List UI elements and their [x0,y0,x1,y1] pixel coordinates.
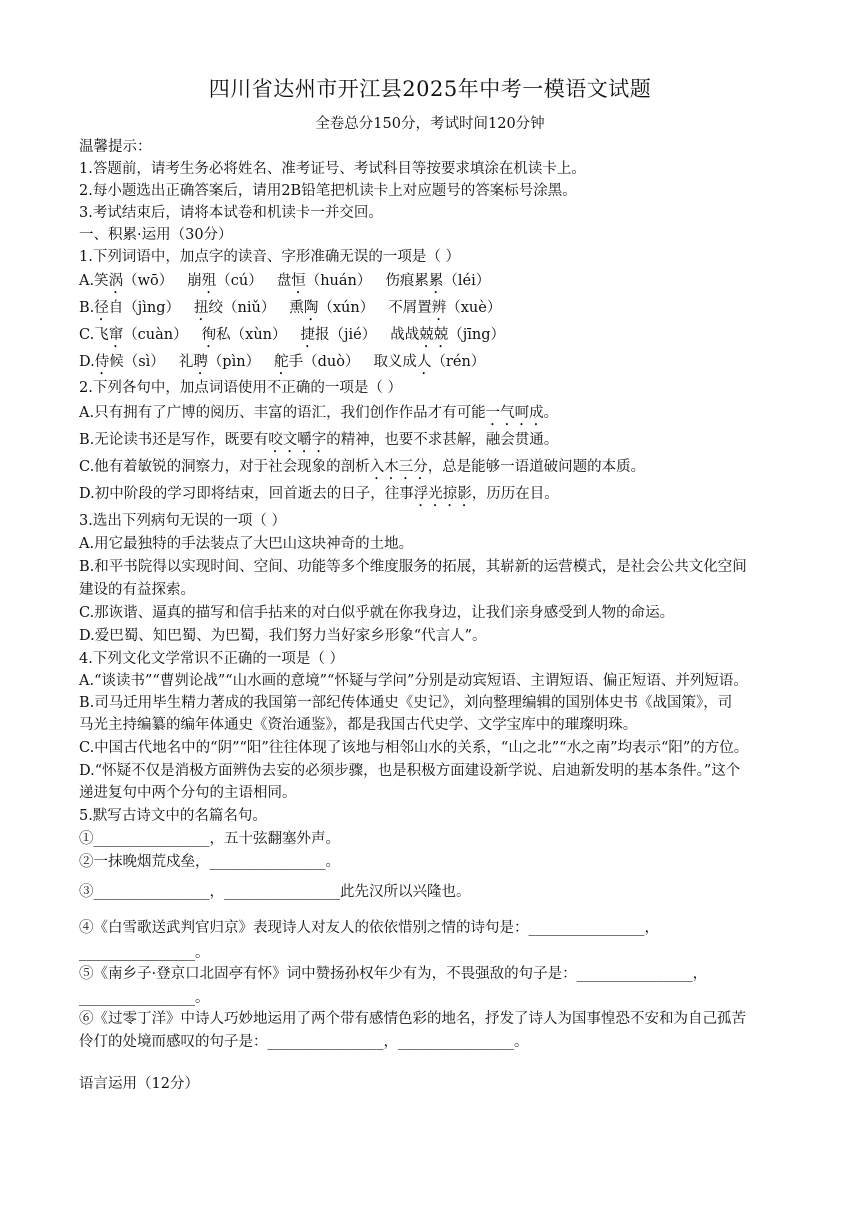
q2-stem: 2.下列各句中，加点词语使用不正确的一项是（ ） [79,380,402,396]
q2-option-c: C.他有着敏锐的洞察力，对于社会现象的剖析入木三分，总是能够一语道破问题的本质。 [79,459,646,475]
q4-option-c: C.中国古代地名中的“阴”“阳”往往体现了该地与相邻山水的关系，“山之北”“水之南”均表示“阳”的方位。 [79,740,749,756]
q5-stem: 5.默写古诗文中的名篇名句。 [79,808,267,824]
q3-stem: 3.选出下列病句无误的一项（ ） [79,513,286,529]
q5-item-4-cont: ________________。 [79,945,210,961]
q5-item-2: ②一抹晚烟荒戍垒，________________。 [79,854,340,870]
q3-option-d: D.爱巴蜀、知巴蜀、为巴蜀，我们努力当好家乡形象“代言人”。 [79,628,487,644]
q5-item-1: ①________________，五十弦翻塞外声。 [79,831,340,847]
q5-item-6: ⑥《过零丁洋》中诗人巧妙地运用了两个带有感情色彩的地名，抒发了诗人为国事惶恐不安和为自己孤苦 [79,1011,746,1027]
q5-item-6-cont: 伶仃的处境而感叹的句子是：________________，________________。 [79,1034,529,1050]
q3-option-b-cont: 建设的有益探索。 [79,582,195,598]
q1-option-d: D.侍候（sì） 礼聘（pìn） 舵手（duò） 取义成人（rén） [79,354,486,370]
q3-option-c: C.那诙谐、逼真的描写和信手拈来的对白似乎就在你我身边，让我们亲身感受到人物的命运。 [79,605,675,621]
q5-item-3: ③________________，________________此先汉所以兴隆也。 [79,884,471,900]
section-heading: 语言运用（12分） [79,1076,199,1092]
q1-option-a: A.笑涡（wō） 崩殂（cú） 盘恒（huán） 伤痕累累（léi） [79,273,491,289]
tip-item: 1.答题前，请考生务必将姓名、准考证号、考试科目等按要求填涂在机读卡上。 [79,161,586,177]
q2-option-d: D.初中阶段的学习即将结束，回首逝去的日子，往事浮光掠影，历历在目。 [79,486,559,502]
q4-option-d-cont: 递进复句中两个分句的主语相同。 [79,785,297,801]
q4-option-b: B.司马迁用毕生精力著成的我国第一部纪传体通史《史记》，刘向整理编辑的国别体史书《战国策》，司 [79,695,733,711]
page-title: 四川省达州市开江县2025年中考一模语文试题 [208,77,652,101]
q4-stem: 4.下列文化文学常识不正确的一项是（ ） [79,651,344,667]
q5-item-5-cont: ________________。 [79,990,210,1006]
q4-option-a: A.“谈读书”“曹刿论战”“山水画的意境”“怀疑与学问”分别是动宾短语、主谓短语、偏正短语、并列短语。 [79,673,748,689]
q5-item-4: ④《白雪歌送武判官归京》表现诗人对友人的依依惜别之情的诗句是：________________， [79,920,659,936]
tip-item: 2.每小题选出正确答案后，请用2B铅笔把机读卡上对应题号的答案标号涂黑。 [79,183,577,199]
q2-option-a: A.只有拥有了广博的阅历、丰富的语汇，我们创作作品才有可能一气呵成。 [79,405,559,421]
q1-option-b: B.径自（jìng） 扭绞（niǔ） 熏陶（xún） 不屑置辨（xuè） [79,300,502,316]
q2-option-b: B.无论读书还是写作，既要有咬文嚼字的精神，也要不求甚解，融会贯通。 [79,432,559,448]
page-subtitle: 全卷总分150分，考试时间120分钟 [315,116,545,132]
q5-item-5: ⑤《南乡子·登京口北固亭有怀》词中赞扬孙权年少有为，不畏强敌的句子是：________________， [79,966,708,982]
tip-item: 3.考试结束后，请将本试卷和机读卡一并交回。 [79,205,383,221]
q4-option-d: D.“怀疑不仅是消极方面辨伪去妄的必须步骤，也是积极方面建设新学说、启迪新发明的基本条件。”这个 [79,763,741,779]
q3-option-a: A.用它最独特的手法装点了大巴山这块神奇的土地。 [79,536,414,552]
tips-heading: 温馨提示： [79,139,152,155]
q4-option-b-cont: 马光主持编纂的编年体通史《资治通鉴》，都是我国古代史学、文学宝库中的璀璨明珠。 [79,717,638,733]
q3-option-b: B.和平书院得以实现时间、空间、功能等多个维度服务的拓展，其崭新的运营模式，是社会公共文化空间 [79,559,747,575]
section-heading: 一、积累·运用（30分） [79,227,233,243]
q1-stem: 1.下列词语中，加点字的读音、字形准确无误的一项是（ ） [79,249,460,265]
q1-option-c: C.飞窜（cuàn） 徇私（xùn） 捷报（jié） 战战兢兢（jīng） [79,327,505,343]
